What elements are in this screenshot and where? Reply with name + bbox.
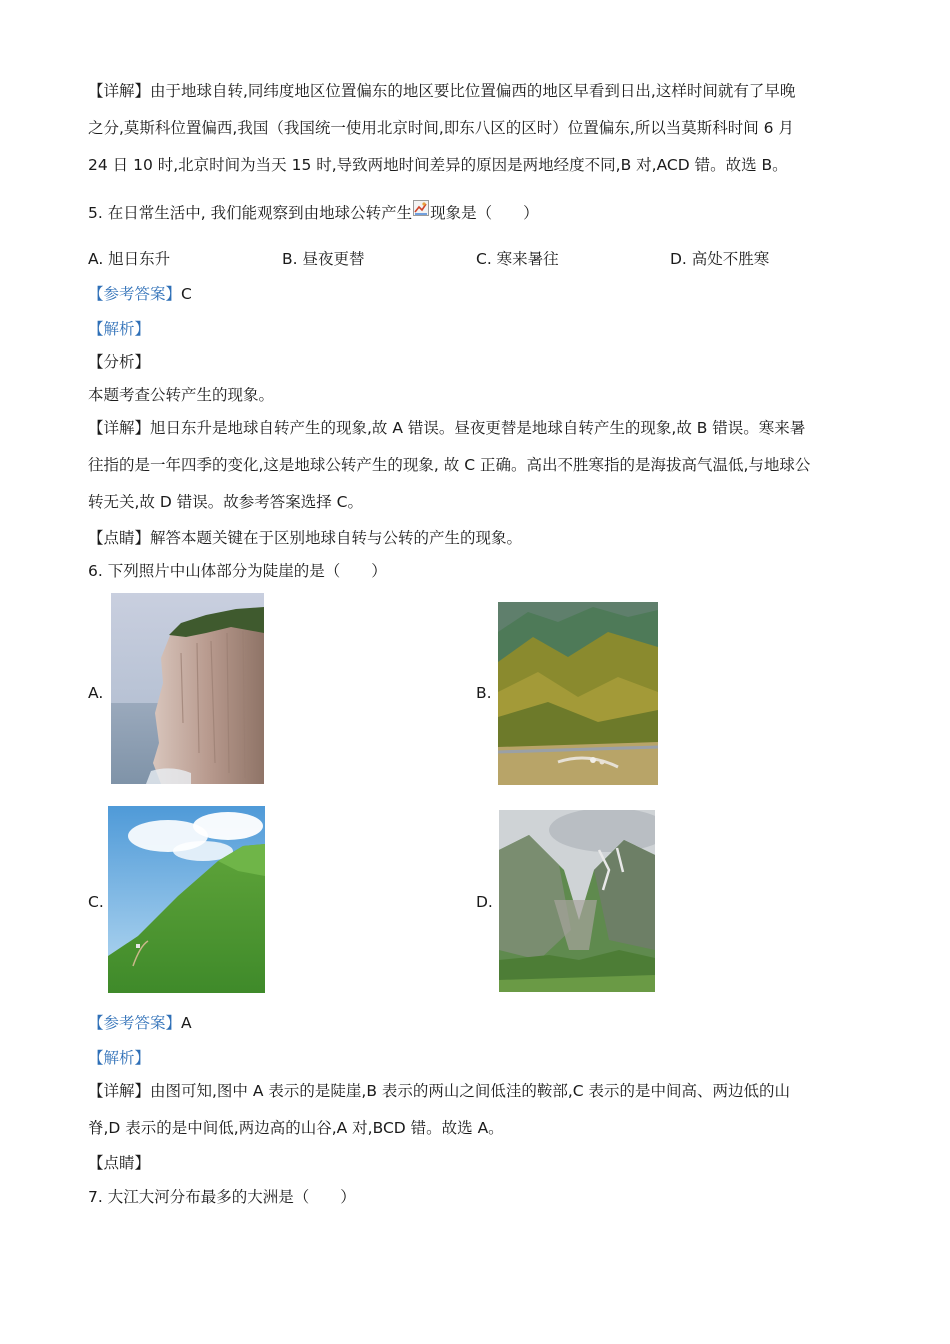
q6-stem: 6. 下列照片中山体部分为陡崖的是（ ） [88, 562, 387, 580]
photo-b-saddle [498, 602, 658, 785]
q5-detail-line-3: 转无关,故 D 错误。故参考答案选择 C。 [88, 493, 363, 511]
q4-explain-line-1: 【详解】由于地球自转,同纬度地区位置偏东的地区要比位置偏西的地区早看到日出,这样时间就有了早晚 [88, 82, 796, 100]
q5-stem [88, 200, 539, 224]
q6-label-a: A. [88, 684, 104, 702]
q6-detail-line-2: 脊,D 表示的是中间低,两边高的山谷,A 对,BCD 错。故选 A。 [88, 1119, 504, 1137]
q5-option-a: A. 旭日东升 [88, 250, 171, 268]
q5-fenxi-tag: 【分析】 [88, 353, 151, 371]
q6-label-c: C. [88, 893, 104, 911]
q6-answer-value: A [181, 1014, 192, 1032]
q5-answer-tag: 【参考答案】 [88, 285, 182, 303]
q5-dianjing: 【点睛】解答本题关键在于区别地球自转与公转的产生的现象。 [88, 529, 523, 547]
q5-detail-line-2: 往指的是一年四季的变化,这是地球公转产生的现象, 故 C 正确。高出不胜寒指的是海拔高气温低,与地球公 [88, 456, 811, 474]
q6-dianjing: 【点睛】 [88, 1154, 151, 1172]
q5-option-c: C. 寒来暑往 [476, 250, 559, 268]
q6-analysis-tag: 【解析】 [88, 1049, 151, 1067]
q5-stem-after: 现象是（ ） [430, 204, 539, 222]
q7-stem: 7. 大江大河分布最多的大洲是（ ） [88, 1188, 356, 1206]
broken-image-icon [413, 200, 429, 222]
photo-a-cliff [111, 593, 264, 784]
q6-answer [88, 1012, 192, 1034]
photo-d-valley [499, 810, 655, 992]
q6-label-d: D. [476, 893, 493, 911]
q6-detail-line-1: 【详解】由图可知,图中 A 表示的是陡崖,B 表示的两山之间低洼的鞍部,C 表示的是中间高、两边低的山 [88, 1082, 791, 1100]
q5-stem-before: 5. 在日常生活中, 我们能观察到由地球公转产生 [88, 204, 413, 222]
q5-detail-line-1: 【详解】旭日东升是地球自转产生的现象,故 A 错误。昼夜更替是地球自转产生的现象,故 B 错误。寒来暑 [88, 419, 806, 437]
q5-option-d: D. 高处不胜寒 [670, 250, 770, 268]
q4-explain-line-3: 24 日 10 时,北京时间为当天 15 时,导致两地时间差异的原因是两地经度不同,B 对,ACD 错。故选 B。 [88, 156, 788, 174]
q5-analysis-tag: 【解析】 [88, 320, 151, 338]
photo-c-ridge [108, 806, 265, 993]
q5-answer [88, 283, 192, 305]
q4-explain-line-2: 之分,莫斯科位置偏西,我国（我国统一使用北京时间,即东八区的区时）位置偏东,所以当莫斯科时间 6 月 [88, 119, 794, 137]
q6-answer-tag: 【参考答案】 [88, 1014, 182, 1032]
q5-option-b: B. 昼夜更替 [282, 250, 365, 268]
q5-fenxi: 本题考查公转产生的现象。 [88, 386, 275, 404]
q5-answer-value: C [181, 285, 192, 303]
q6-label-b: B. [476, 684, 492, 702]
